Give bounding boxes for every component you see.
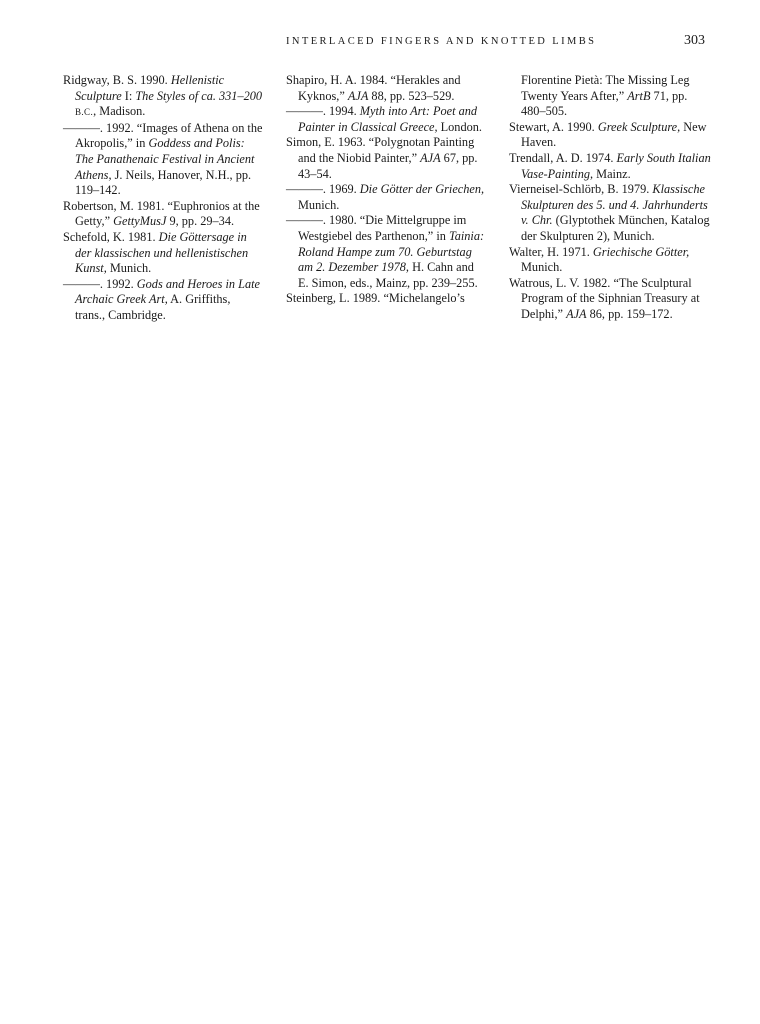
bibliography-entry xyxy=(509,182,714,244)
bibliography-entry xyxy=(509,120,714,151)
bibliography-entry xyxy=(286,182,486,213)
entry-text-segment: Klassische Skulpturen des 5. und 4. Jahrhunderts v. Chr. xyxy=(521,182,708,228)
entry-text-segment: Steinberg, L. 1989. “Michelangelo’s xyxy=(286,291,465,306)
bibliography-entry xyxy=(63,277,263,324)
entry-text-segment: Florentine Pietà: The Missing Leg Twenty Years After,” xyxy=(521,73,690,103)
entry-text-segment: Simon, E. 1963. “Polygnotan Painting and the Niobid Painter,” xyxy=(286,135,475,165)
entry-text-segment: ———. 1969. xyxy=(286,182,360,197)
bibliography-column-3 xyxy=(509,73,714,323)
page-number: 303 xyxy=(684,33,705,48)
entry-text-segment: I: xyxy=(121,88,136,103)
bibliography-entry xyxy=(286,291,486,307)
bibliography-entry xyxy=(286,104,486,135)
entry-text-segment: Griechische Götter, xyxy=(592,244,690,259)
bibliography-entry xyxy=(286,73,486,104)
entry-text-segment: London. xyxy=(437,119,482,134)
entry-text-segment: Vierneisel-Schlörb, B. 1979. xyxy=(509,182,653,197)
bibliography-entry xyxy=(63,73,263,121)
bibliography-entry xyxy=(509,151,714,182)
entry-text-segment: Early South Italian Vase-Painting, xyxy=(521,150,711,181)
entry-text-segment: 88, pp. 523–529. xyxy=(368,88,455,103)
entry-text-segment: J. Neils, Hanover, N.H., pp. 119–142. xyxy=(75,167,252,198)
entry-text-segment: AJA xyxy=(420,150,441,165)
entry-text-segment: 9, pp. 29–34. xyxy=(166,214,235,229)
entry-text-segment: Walter, H. 1971. xyxy=(509,244,593,259)
entry-text-segment: Mainz. xyxy=(593,166,631,181)
bibliography-entry xyxy=(63,121,263,199)
entry-text-segment: Munich. xyxy=(298,197,340,212)
bibliography-entry xyxy=(286,213,486,291)
entry-text-segment: Goddess and Polis: The Panathenaic Festival in Ancient Athens, xyxy=(75,136,255,182)
bibliography-entry xyxy=(63,199,263,230)
entry-text-segment: Stewart, A. 1990. xyxy=(509,119,598,134)
bibliography-entry xyxy=(286,135,486,182)
bibliography-entry xyxy=(63,230,263,277)
entry-text-segment: ———. 1992. xyxy=(63,276,137,291)
entry-text-segment: Die Götter der Griechen, xyxy=(359,182,485,197)
entry-text-segment: B.C. xyxy=(75,107,94,118)
entry-text-segment: Myth into Art: Poet and Painter in Classical Greece, xyxy=(298,104,478,134)
entry-text-segment: New Haven. xyxy=(521,119,707,150)
entry-text-segment: H. Cahn and E. Simon, eds., Mainz, pp. 239–255. xyxy=(298,260,478,290)
bibliography-entry xyxy=(509,245,714,276)
entry-text-segment: Robertson, M. 1981. “Euphronios at the Getty,” xyxy=(63,198,260,229)
entry-text-segment: Munich. xyxy=(521,260,563,275)
entry-text-segment: GettyMusJ xyxy=(113,214,167,229)
entry-text-segment: Tainia: Roland Hampe zum 70. Geburtstag am 2. Dezember 1978, xyxy=(298,228,485,275)
entry-text-segment: ———. 1980. “Die Mittelgruppe im Westgiebel des Parthenon,” in xyxy=(286,213,467,243)
bibliography-entry xyxy=(509,73,714,120)
entry-text-segment: The Styles of ca. 331–200 xyxy=(135,88,263,103)
entry-text-segment: Hellenistic Sculpture xyxy=(75,73,225,103)
entry-text-segment: AJA xyxy=(566,306,587,321)
entry-text-segment: 86, pp. 159–172. xyxy=(586,306,673,321)
entry-text-segment: Watrous, L. V. 1982. “The Sculptural Program of the Siphnian Treasury at Delphi,” xyxy=(509,275,700,321)
entry-text-segment: ———. 1992. “Images of Athena on the Akropolis,” in xyxy=(63,120,263,151)
entry-text-segment: 71, pp. 480–505. xyxy=(521,88,688,119)
entry-text-segment: Greek Sculpture, xyxy=(597,119,681,134)
entry-text-segment: Die Göttersage in der klassischen und hellenistischen Kunst, xyxy=(75,229,249,276)
entry-text-segment: AJA xyxy=(347,88,369,103)
bibliography-column-1 xyxy=(63,73,263,324)
entry-text-segment: Munich. xyxy=(106,261,152,276)
entry-text-segment: ———. 1994. xyxy=(286,104,360,119)
entry-text-segment: 67, pp. 43–54. xyxy=(298,150,478,181)
entry-text-segment: Trendall, A. D. 1974. xyxy=(509,150,617,165)
bibliography-column-2 xyxy=(286,73,486,307)
entry-text-segment: Schefold, K. 1981. xyxy=(63,229,159,244)
entry-text-segment: A. Griffiths, trans., Cambridge. xyxy=(75,292,231,322)
entry-text-segment: Gods and Heroes in Late Archaic Greek Art, xyxy=(75,276,260,307)
entry-text-segment: ArtB xyxy=(627,88,651,103)
entry-text-segment: (Glyptothek München, Katalog der Skulpturen 2), Munich. xyxy=(521,213,710,243)
entry-text-segment: Shapiro, H. A. 1984. “Herakles and Kyknos,” xyxy=(286,73,461,103)
entry-text-segment: , Madison. xyxy=(93,104,146,119)
running-head: INTERLACED FINGERS AND KNOTTED LIMBS xyxy=(286,36,597,47)
entry-text-segment: Ridgway, B. S. 1990. xyxy=(63,73,171,87)
bibliography-entry xyxy=(509,276,714,323)
